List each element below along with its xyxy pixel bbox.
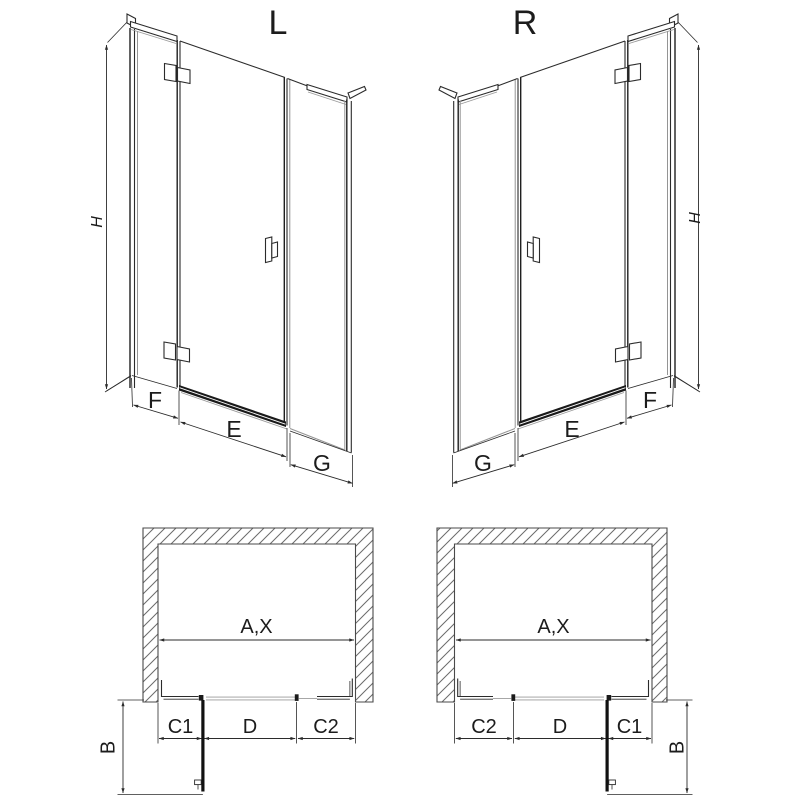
- label-variant-right: R: [512, 4, 538, 42]
- dim-label-c2-left: C2: [313, 716, 339, 738]
- dim-label-c1-left: C1: [167, 716, 194, 738]
- dim-label-f-left: F: [147, 387, 163, 413]
- dim-label-height-left: H: [89, 216, 106, 228]
- dim-label-d-left: D: [242, 716, 258, 738]
- dim-label-width-left: A,X: [240, 616, 273, 638]
- dim-label-c1-right: C1: [616, 716, 643, 738]
- dim-label-width-right: A,X: [537, 616, 570, 638]
- dim-label-b-left: B: [97, 740, 120, 755]
- dim-label-g-left: G: [313, 450, 331, 476]
- dim-label-c2-right: C2: [471, 716, 497, 738]
- plan-right-walls: [437, 528, 667, 702]
- dim-label-e-left: E: [226, 416, 242, 442]
- label-variant-left: L: [268, 4, 288, 42]
- plan-left-walls: [143, 528, 373, 702]
- dim-label-f-right: F: [642, 387, 658, 413]
- dim-label-g-right: G: [474, 450, 492, 476]
- dim-label-height-right: H: [687, 212, 704, 224]
- dim-label-e-right: E: [564, 416, 580, 442]
- dim-label-d-right: D: [552, 716, 568, 738]
- dim-label-b-right: B: [666, 740, 689, 755]
